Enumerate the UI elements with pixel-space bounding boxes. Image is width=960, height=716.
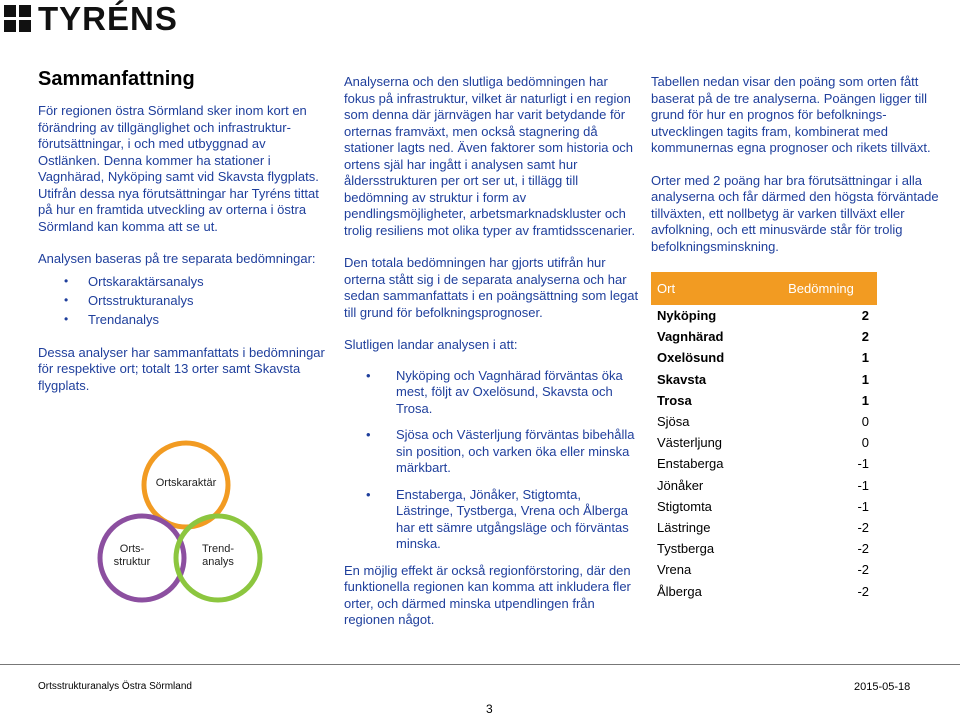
total-assessment-text: Den totala bedömningen har gjorts utifrån hur orterna stått sig i de separata analyserna och har sedan sammanfattats i en poängsättning som legat till grund för befolkningsprognoser. (344, 255, 639, 320)
cell-ort: Oxelösund (657, 350, 725, 366)
venn-label-ortsstruktur-1: Orts- (119, 543, 145, 555)
cell-ort: Nyköping (657, 308, 717, 324)
table-header-row (651, 272, 877, 305)
cell-score: 2 (861, 308, 869, 324)
footer-divider (0, 664, 960, 665)
cell-ort: Skavsta (657, 371, 707, 387)
footer-document-title: Ortsstrukturanalys Östra Sörmland (38, 681, 192, 692)
venn-label-trendanalys-2: analys (202, 556, 234, 568)
analysis-column (344, 74, 640, 629)
list-item: • Ortsstrukturanalys (38, 291, 328, 310)
analysis-focus-text: Analyserna och den slutliga bedömningen har fokus på infrastruktur, vilket är naturligt i en region som denna där järnvägen har varit betydande för orternas framväxt, men också stagnering då stationer lagts ned. Även faktorer som historia och ortens själ har ingått i analysen samt hur åldersstrukturen per ort ser ut, i tillägg till bedömning av struktur i form av pendlingsmöjligheter, arbetsmarknadskluster och trolig resiliens mot olika typer av framtidsscenarier. (344, 74, 636, 238)
column-header-ort: Ort (651, 272, 765, 305)
summary-heading: Sammanfattning (38, 68, 195, 90)
cell-score: 0 (861, 435, 869, 451)
list-item: • Sjösa och Västerljung förväntas bibehålla sin position, och varken öka eller minska märkbart. (344, 427, 640, 477)
table-row (651, 496, 877, 517)
footer-date: 2015-05-18 (854, 681, 911, 693)
tyrens-logo (4, 2, 178, 36)
cell-score: -1 (857, 498, 869, 514)
table-row (651, 475, 877, 496)
cell-ort: Enstaberga (657, 456, 724, 472)
cell-score: -1 (857, 477, 869, 493)
cell-score: -2 (857, 519, 869, 535)
cell-ort: Vrena (657, 562, 692, 578)
cell-score: 1 (861, 350, 869, 366)
cell-score: -2 (857, 541, 869, 557)
cell-score: -2 (857, 583, 869, 599)
cell-score: -1 (857, 456, 869, 472)
cell-ort: Vagnhärad (657, 329, 724, 345)
list-item: • Trendanalys (38, 310, 328, 329)
table-row (651, 538, 877, 559)
cell-score: 2 (861, 329, 869, 345)
venn-diagram (90, 440, 280, 610)
logo-text: TYRÉNS (38, 0, 178, 37)
cell-ort: Sjösa (657, 414, 690, 430)
venn-label-ortsstruktur-2: struktur (113, 556, 151, 568)
table-row (651, 453, 877, 474)
table-row (651, 580, 877, 601)
analysis-list (38, 272, 328, 329)
cell-ort: Jönåker (657, 477, 704, 493)
summary-conclusion: Dessa analyser har sammanfattats i bedömningar för respektive ort; totalt 13 orter samt Skavsta flygplats. (38, 344, 325, 393)
summary-intro: För regionen östra Sörmland sker inom kort en förändring av tillgänglighet och infrastruktur-förutsättningar, i och med utbyggnad av Ostlänken. Denna kommer ha stationer i Vagnhärad, Nyköping samt vid Skavsta flygplats. Utifrån dessa nya förutsättningar har Tyréns tittat på hur en framtida utveckling av orterna i östra Sörmland kan komma att se ut. (38, 103, 319, 234)
page-number: 3 (486, 702, 493, 716)
cell-ort: Trosa (657, 392, 692, 408)
list-item: • Ortskaraktärsanalys (38, 272, 328, 291)
list-item: • Enstaberga, Jönåker, Stigtomta, Lästringe, Tystberga, Vrena och Ålberga har ett sämre utgångsläge och förväntas minska. (344, 487, 640, 553)
cell-ort: Ålberga (657, 583, 702, 599)
table-row (651, 559, 877, 580)
cell-score: -2 (857, 562, 869, 578)
table-row (651, 432, 877, 453)
cell-ort: Lästringe (657, 519, 711, 535)
table-row (651, 390, 877, 411)
venn-label-ortskaraktar: Ortskaraktär (155, 477, 217, 489)
tyrens-logo-mark-icon (4, 5, 32, 33)
cell-ort: Tystberga (657, 541, 715, 557)
table-row (651, 411, 877, 432)
analysis-basis-text: Analysen baseras på tre separata bedömningar: (38, 251, 316, 266)
column-header-score: Bedömning (765, 272, 877, 305)
table-row (651, 517, 877, 538)
cell-ort: Stigtomta (657, 498, 712, 514)
summary-column (38, 68, 328, 394)
score-explanation-text: Orter med 2 poäng har bra förutsättningar i alla analyserna och får därmed den högsta förväntade tillväxten, ett nollbetyg är varken tillväxt eller avfolkning, och ett minusvärde står för trolig befolkningsminskning. (651, 172, 939, 254)
conclusion-intro: Slutligen landar analysen i att: (344, 337, 518, 352)
cell-score: 1 (861, 392, 869, 408)
score-table (651, 272, 877, 602)
cell-score: 0 (861, 414, 869, 430)
cell-ort: Västerljung (657, 435, 723, 451)
table-row (651, 326, 877, 347)
table-intro-text: Tabellen nedan visar den poäng som orten fått baserat på de tre analyserna. Poängen ligger till grund för hur en prognos för befolknings-utvecklingen tagits fram, kombinerat med kommunernas egna prognoser och rikets tillväxt. (651, 74, 931, 155)
table-row (651, 347, 877, 368)
table-row (651, 369, 877, 390)
cell-score: 1 (861, 371, 869, 387)
conclusion-list (344, 368, 640, 553)
region-effect-text: En möjlig effekt är också regionförstoring, där den funktionella regionen kan komma att inkludera fler orter, och därmed minska utpendlingen från regionen något. (344, 562, 631, 627)
table-intro-column (651, 74, 951, 255)
table-row (651, 305, 877, 326)
list-item: • Nyköping och Vagnhärad förväntas öka mest, följt av Oxelösund, Skavsta och Trosa. (344, 368, 640, 418)
venn-label-trendanalys-1: Trend- (202, 543, 234, 555)
